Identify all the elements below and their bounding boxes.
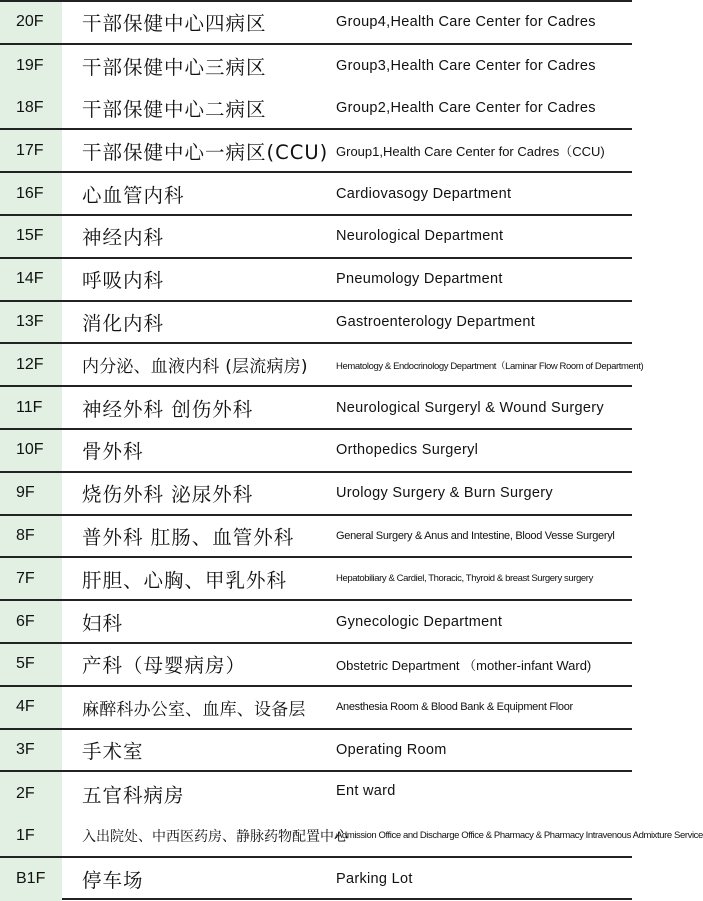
floor-number: 13F — [0, 302, 62, 343]
department-name-en: Cardiovasogy Department — [336, 185, 512, 202]
floor-number: 14F — [0, 259, 62, 300]
department-name-cn: 五官科病房 — [82, 783, 185, 807]
department-name-en: Gastroenterology Department — [336, 313, 536, 330]
department-name-en: Ent ward — [336, 783, 396, 800]
department-name-en: Group3,Health Care Center for Cadres — [336, 58, 596, 75]
department-name-cn: 肝胆、心胸、甲乳外科 — [82, 568, 288, 592]
floor-number: 8F — [0, 516, 62, 557]
floor-number: 16F — [0, 173, 62, 214]
floor-row-19f — [0, 45, 632, 88]
floor-row-13f — [0, 302, 632, 345]
department-name-cn: 干部保健中心一病区(CCU) — [82, 140, 329, 164]
department-name-cn: 骨外科 — [82, 440, 144, 464]
floor-row-7f — [0, 558, 632, 601]
floor-row-15f — [0, 216, 632, 259]
department-name-cn: 呼吸内科 — [82, 269, 165, 293]
floor-row-16f — [0, 173, 632, 216]
department-name-en: Parking Lot — [336, 871, 413, 888]
department-name-cn: 干部保健中心三病区 — [82, 56, 267, 80]
department-name-en: Hematology & Endocrinology Department（Laminar Flow Room of Department) — [336, 360, 644, 372]
department-name-cn: 心血管内科 — [82, 183, 185, 207]
department-name-cn: 烧伤外科 泌尿外科 — [82, 483, 254, 507]
department-name-cn: 干部保健中心四病区 — [82, 12, 267, 36]
floor-row-18f — [0, 88, 632, 131]
department-name-en: Pneumology Department — [336, 271, 503, 288]
floor-number: 20F — [0, 2, 62, 43]
department-name-en: Neurological Department — [336, 228, 504, 245]
department-name-cn: 干部保健中心二病区 — [82, 97, 267, 121]
department-name-en: General Surgery & Anus and Intestine, Blood Vesse Surgeryl — [336, 529, 615, 542]
floor-row-17f — [0, 130, 632, 173]
floor-row-4f — [0, 687, 632, 730]
floor-number: 17F — [0, 130, 62, 171]
department-name-en: Neurological Surgeryl & Wound Surgery — [336, 399, 604, 416]
department-name-en: Group2,Health Care Center for Cadres — [336, 99, 596, 116]
floor-row-b1f — [0, 858, 632, 901]
department-name-cn: 普外科 肛肠、血管外科 — [82, 525, 295, 549]
department-name-en: Group1,Health Care Center for Cadres（CCU) — [336, 144, 605, 160]
department-name-cn: 手术室 — [82, 739, 144, 763]
floor-number: B1F — [0, 858, 62, 901]
floor-row-11f — [0, 387, 632, 430]
department-name-cn: 神经外科 创伤外科 — [82, 397, 254, 421]
floor-number: 19F — [0, 45, 62, 88]
department-name-cn: 神经内科 — [82, 226, 165, 250]
floor-row-14f — [0, 259, 632, 302]
floor-number: 3F — [0, 730, 62, 771]
department-name-cn: 入出院处、中西医药房、静脉药物配置中心 — [82, 828, 348, 845]
floor-number: 11F — [0, 387, 62, 428]
department-name-cn: 消化内科 — [82, 311, 165, 335]
floor-number: 2F — [0, 772, 62, 815]
floor-number: 12F — [0, 344, 62, 385]
department-name-en: Hepatobiliary & Cardiel, Thoracic, Thyroid & breast Surgery surgery — [336, 573, 593, 585]
department-name-cn: 内分泌、血液内科 (层流病房) — [82, 357, 308, 378]
floor-number: 5F — [0, 644, 62, 685]
floor-row-6f — [0, 601, 632, 644]
department-name-en: Urology Surgery & Burn Surgery — [336, 485, 553, 502]
floor-row-20f — [0, 2, 632, 45]
floor-row-9f — [0, 473, 632, 516]
floor-row-3f — [0, 730, 632, 773]
floor-number: 7F — [0, 558, 62, 599]
floor-row-5f — [0, 644, 632, 687]
department-name-en: Anesthesia Room & Blood Bank & Equipment Floor — [336, 701, 573, 714]
floor-row-8f — [0, 516, 632, 559]
floor-number: 10F — [0, 430, 62, 471]
floor-number: 9F — [0, 473, 62, 514]
floor-row-1f — [0, 815, 703, 858]
department-name-en: Group4,Health Care Center for Cadres — [336, 14, 596, 31]
department-name-en: Obstetric Department （mother-infant Ward) — [336, 657, 592, 673]
floor-number: 15F — [0, 216, 62, 257]
department-name-en: Gynecologic Department — [336, 613, 503, 630]
floor-row-2f — [0, 772, 632, 815]
department-name-cn: 妇科 — [82, 611, 124, 635]
department-name-en: Operating Room — [336, 741, 447, 758]
floor-number: 1F — [0, 815, 62, 856]
department-name-en: Orthopedics Surgeryl — [336, 442, 479, 459]
floor-number: 4F — [0, 687, 62, 728]
department-name-cn: 停车场 — [82, 869, 144, 893]
floor-row-12f — [0, 344, 644, 387]
department-name-en: Admission Office and Discharge Office & Pharmacy & Pharmacy Intravenous Admixture Service — [336, 830, 703, 842]
department-name-cn: 麻醉科办公室、血库、设备层 — [82, 699, 306, 720]
department-name-cn: 产科（母婴病房） — [82, 654, 247, 678]
floor-number: 6F — [0, 601, 62, 642]
floor-row-10f — [0, 430, 632, 473]
floor-number: 18F — [0, 88, 62, 129]
